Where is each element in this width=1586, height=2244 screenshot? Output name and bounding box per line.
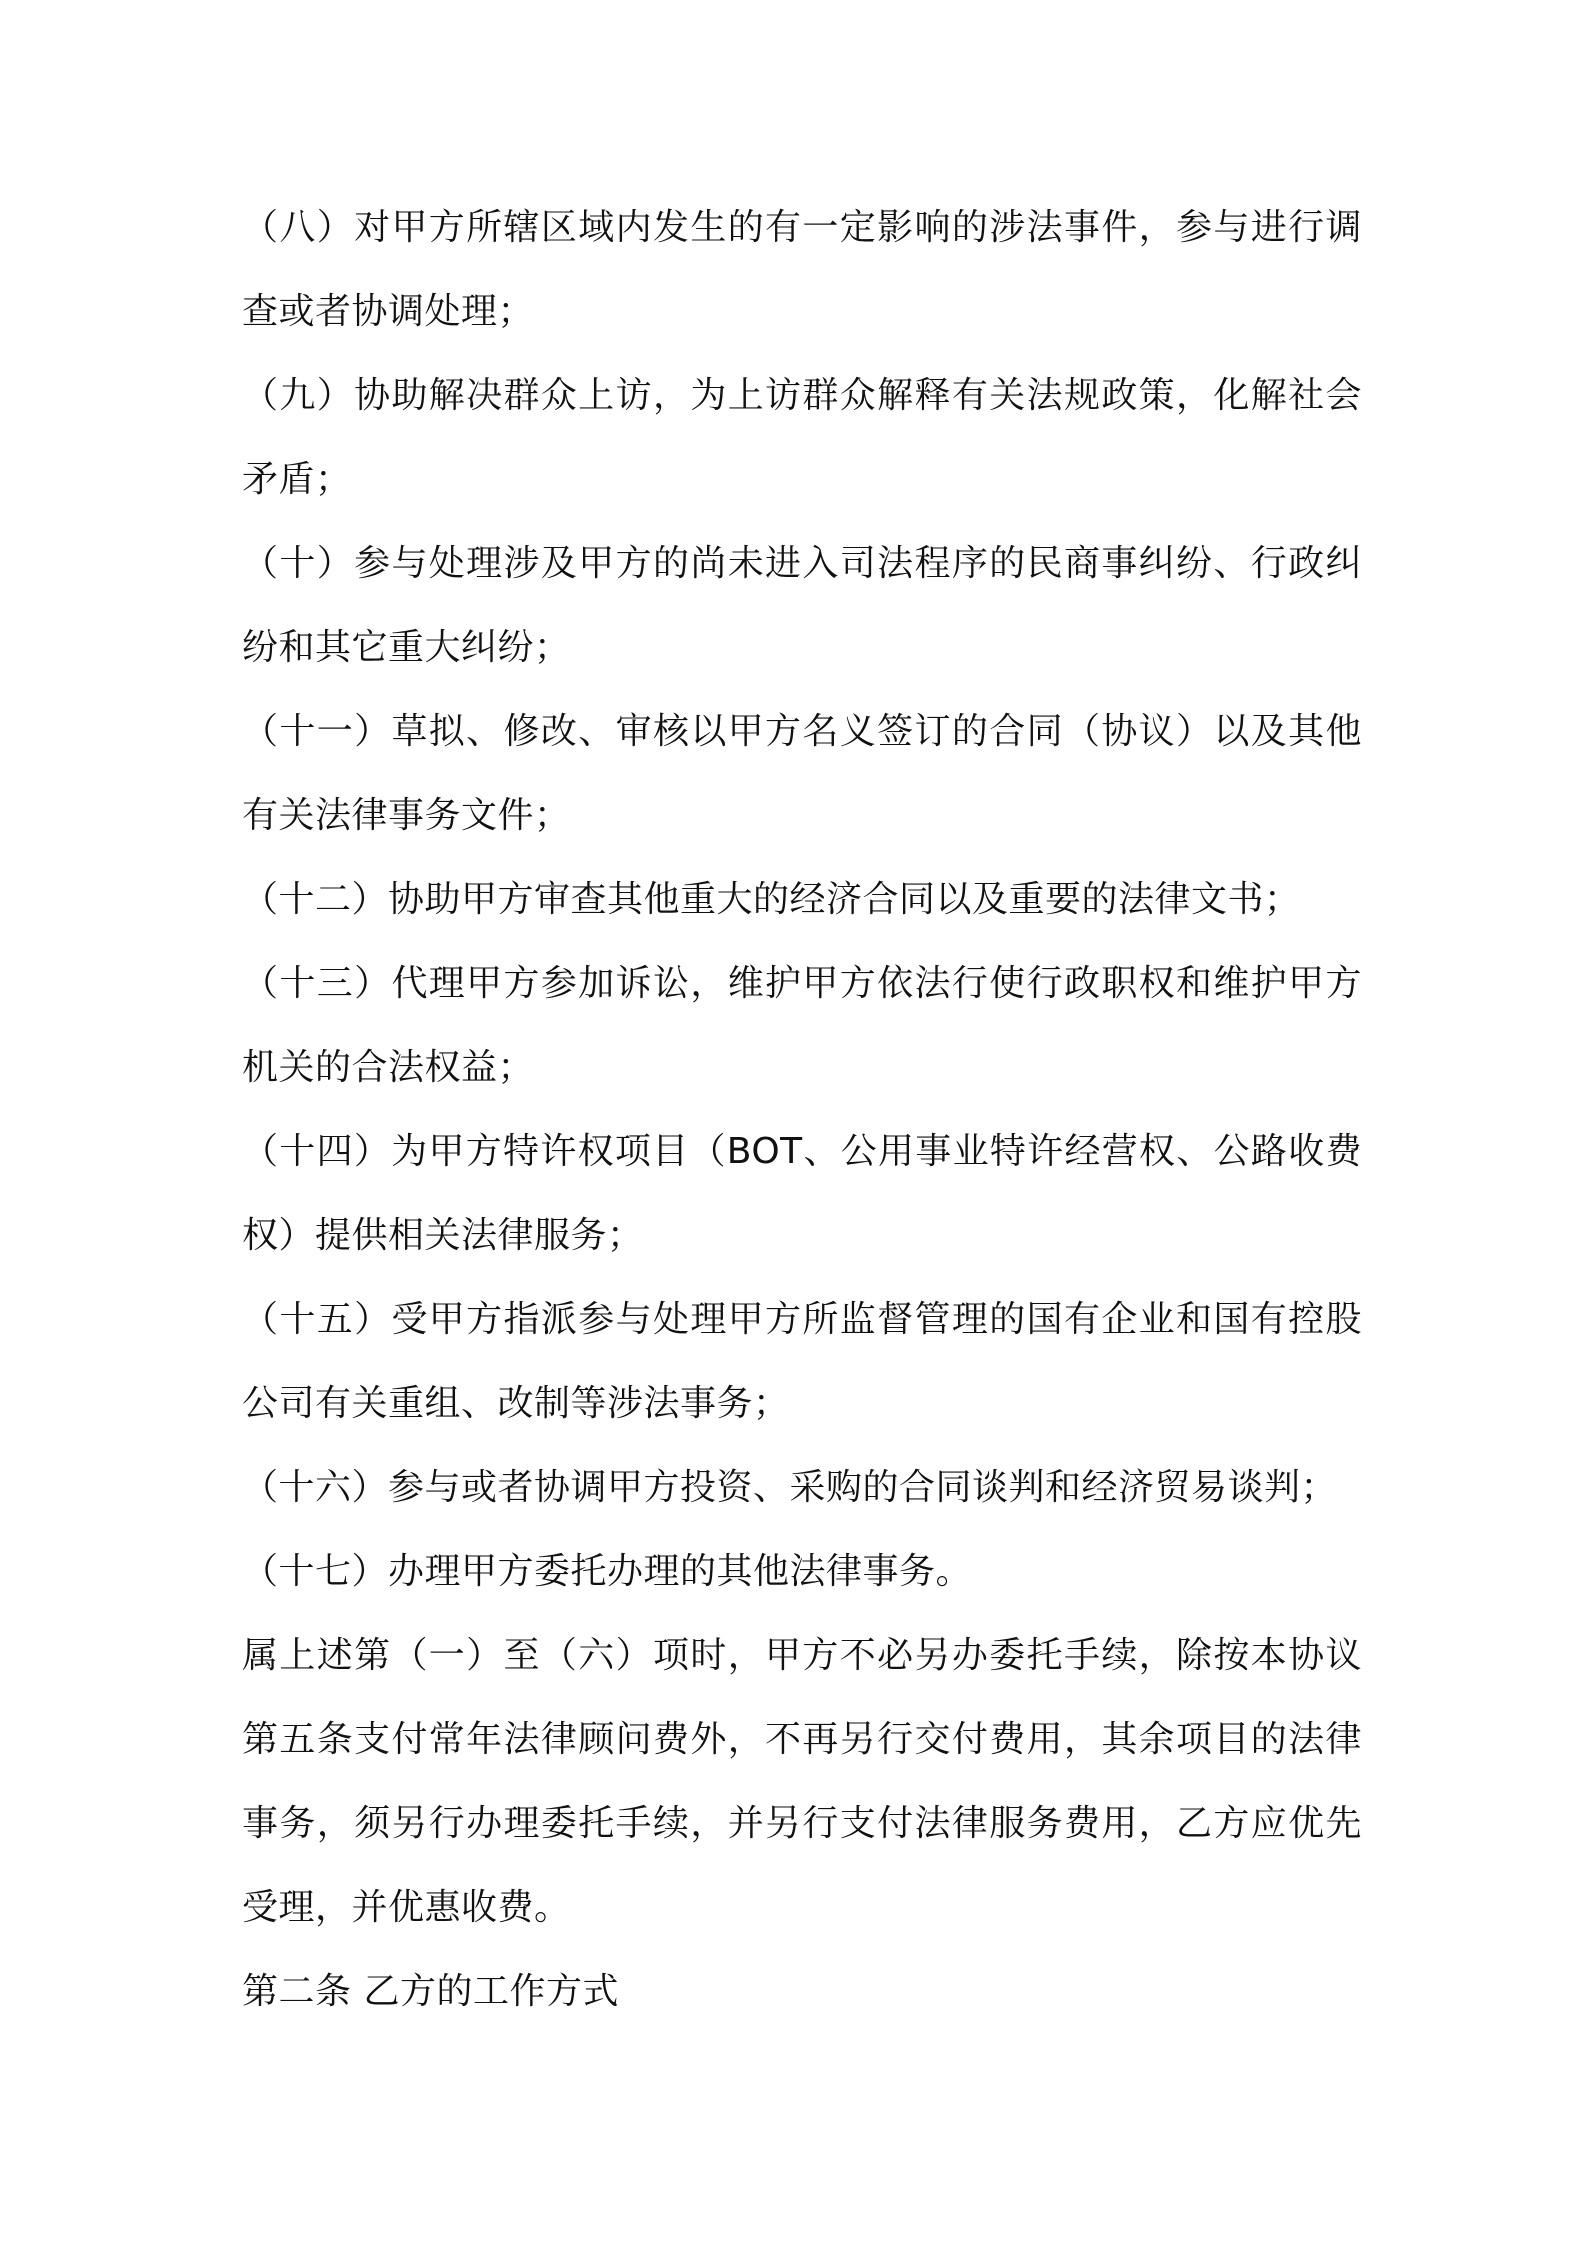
clause-item-11: （十一）草拟、修改、审核以甲方名义签订的合同（协议）以及其他有关法律事务文件； <box>242 711 1362 836</box>
fee-terms-paragraph: 属上述第（一）至（六）项时，甲方不必另办委托手续，除按本协议第五条支付常年法律顾问费外，不再另行交付费用，其余项目的法律事务，须另行办理委托手续，并另行支付法律服务费用，乙方应优先受理，并优惠收费。 <box>242 1635 1362 1928</box>
clause-item-15: （十五）受甲方指派参与处理甲方所监督管理的国有企业和国有控股公司有关重组、改制等涉法事务； <box>242 1299 1362 1424</box>
article-2-heading: 第二条 乙方的工作方式 <box>242 1971 619 2012</box>
document-body <box>242 186 1362 2034</box>
clause-item-17: （十七）办理甲方委托办理的其他法律事务。 <box>242 1551 973 1592</box>
clause-item-9: （九）协助解决群众上访，为上访群众解释有关法规政策，化解社会矛盾； <box>242 375 1362 500</box>
clause-item-13: （十三）代理甲方参加诉讼，维护甲方依法行使行政职权和维护甲方机关的合法权益； <box>242 963 1362 1088</box>
clause-item-16: （十六）参与或者协调甲方投资、采购的合同谈判和经济贸易谈判； <box>242 1467 1338 1508</box>
clause-item-12: （十二）协助甲方审查其他重大的经济合同以及重要的法律文书； <box>242 879 1301 920</box>
clause-item-14: （十四）为甲方特许权项目（BOT、公用事业特许经营权、公路收费权）提供相关法律服务； <box>242 1131 1362 1256</box>
clause-item-10: （十）参与处理涉及甲方的尚未进入司法程序的民商事纠纷、行政纠纷和其它重大纠纷； <box>242 543 1362 668</box>
clause-item-8: （八）对甲方所辖区域内发生的有一定影响的涉法事件，参与进行调查或者协调处理； <box>242 207 1362 332</box>
